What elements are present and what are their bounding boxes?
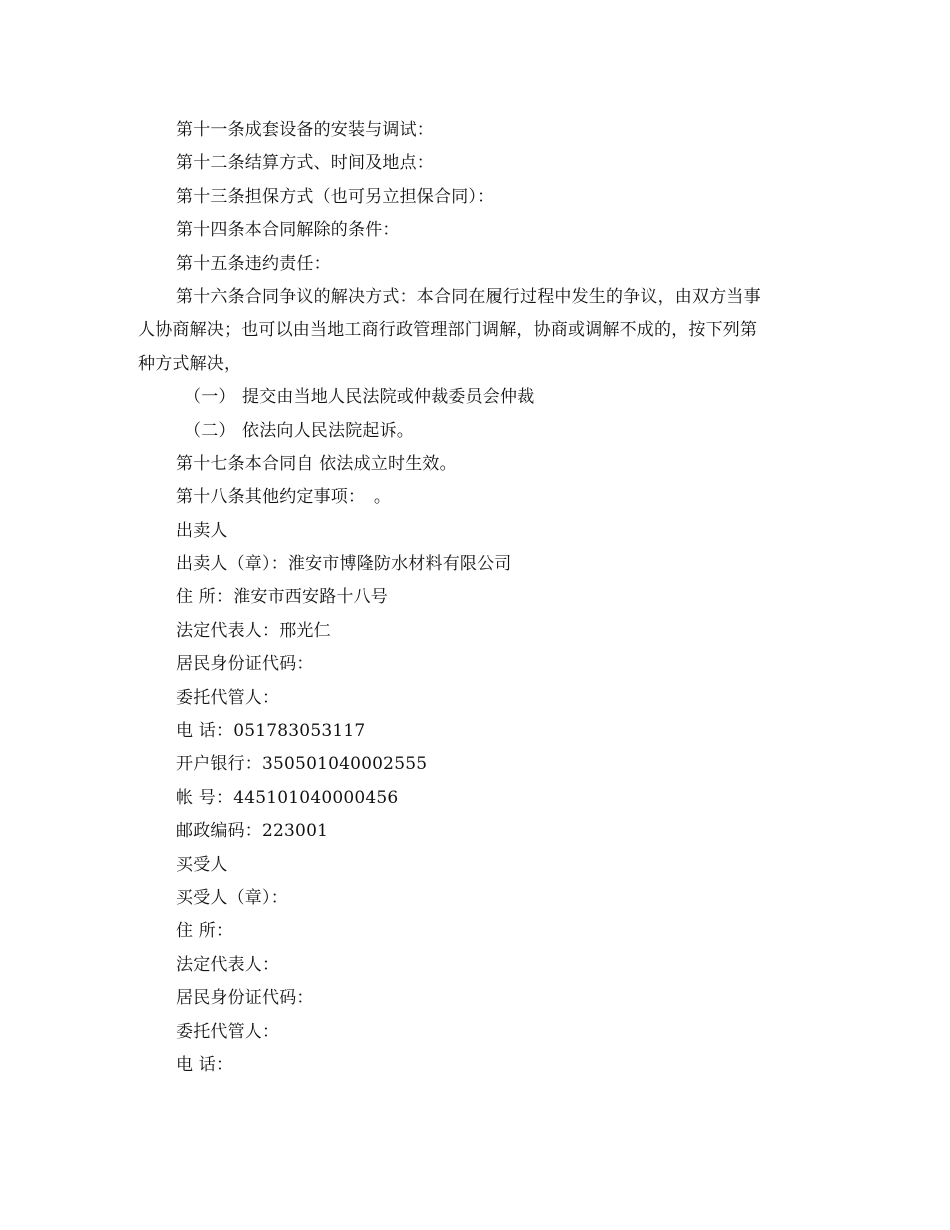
dispute-option-2 (138, 415, 818, 448)
seller-address: 住 所：淮安市西安路十八号 (176, 587, 389, 608)
article-16-line-2: 人协商解决；也可以由当地工商行政管理部门调解，协商或调解不成的，按下列第 (138, 320, 758, 341)
dispute-option-text: 依法向人民法院起诉。 (242, 420, 414, 441)
seller-postcode: 邮政编码：223001 (176, 821, 329, 842)
dispute-option-1 (138, 381, 818, 414)
seller-agent: 委托代管人： (176, 687, 280, 708)
article-11: 第十一条成套设备的安装与调试： (176, 120, 434, 140)
buyer-heading: 买受人 (176, 854, 228, 875)
article-15: 第十五条违约责任： (176, 253, 331, 274)
dispute-option-number: （二） (184, 420, 236, 441)
seller-account: 帐 号：445101040000456 (176, 787, 399, 808)
article-16-line-3: 种方式解决， (138, 353, 242, 374)
contract-body (138, 114, 818, 1082)
dispute-option-number: （一） (184, 387, 236, 408)
seller-name: 出卖人（章）：淮安市博隆防水材料有限公司 (176, 554, 512, 575)
seller-bank: 开户银行：350501040002555 (176, 754, 428, 775)
buyer-legal-rep: 法定代表人： (176, 954, 280, 975)
article-17: 第十七条本合同自 依法成立时生效。 (176, 453, 457, 474)
article-16-line-1: 第十六条合同争议的解决方式：本合同在履行过程中发生的争议，由双方当事 (176, 286, 761, 307)
buyer-name: 买受人（章）： (176, 887, 288, 908)
seller-heading: 出卖人 (176, 520, 228, 541)
article-14: 第十四条本合同解除的条件： (176, 220, 400, 241)
buyer-id-code: 居民身份证代码： (176, 988, 314, 1009)
article-13: 第十三条担保方式（也可另立担保合同）： (176, 186, 495, 207)
dispute-option-text: 提交由当地人民法院或仲裁委员会仲裁 (242, 387, 535, 408)
seller-legal-rep: 法定代表人：邢光仁 (176, 620, 331, 641)
seller-id-code: 居民身份证代码： (176, 654, 314, 675)
buyer-phone: 电 话： (176, 1054, 234, 1075)
buyer-agent: 委托代管人： (176, 1021, 280, 1042)
article-18: 第十八条其他约定事项： 。 (176, 487, 392, 508)
buyer-address: 住 所： (176, 921, 234, 942)
seller-phone: 电 话：051783053117 (176, 721, 366, 742)
article-12: 第十二条结算方式、时间及地点： (176, 153, 434, 174)
